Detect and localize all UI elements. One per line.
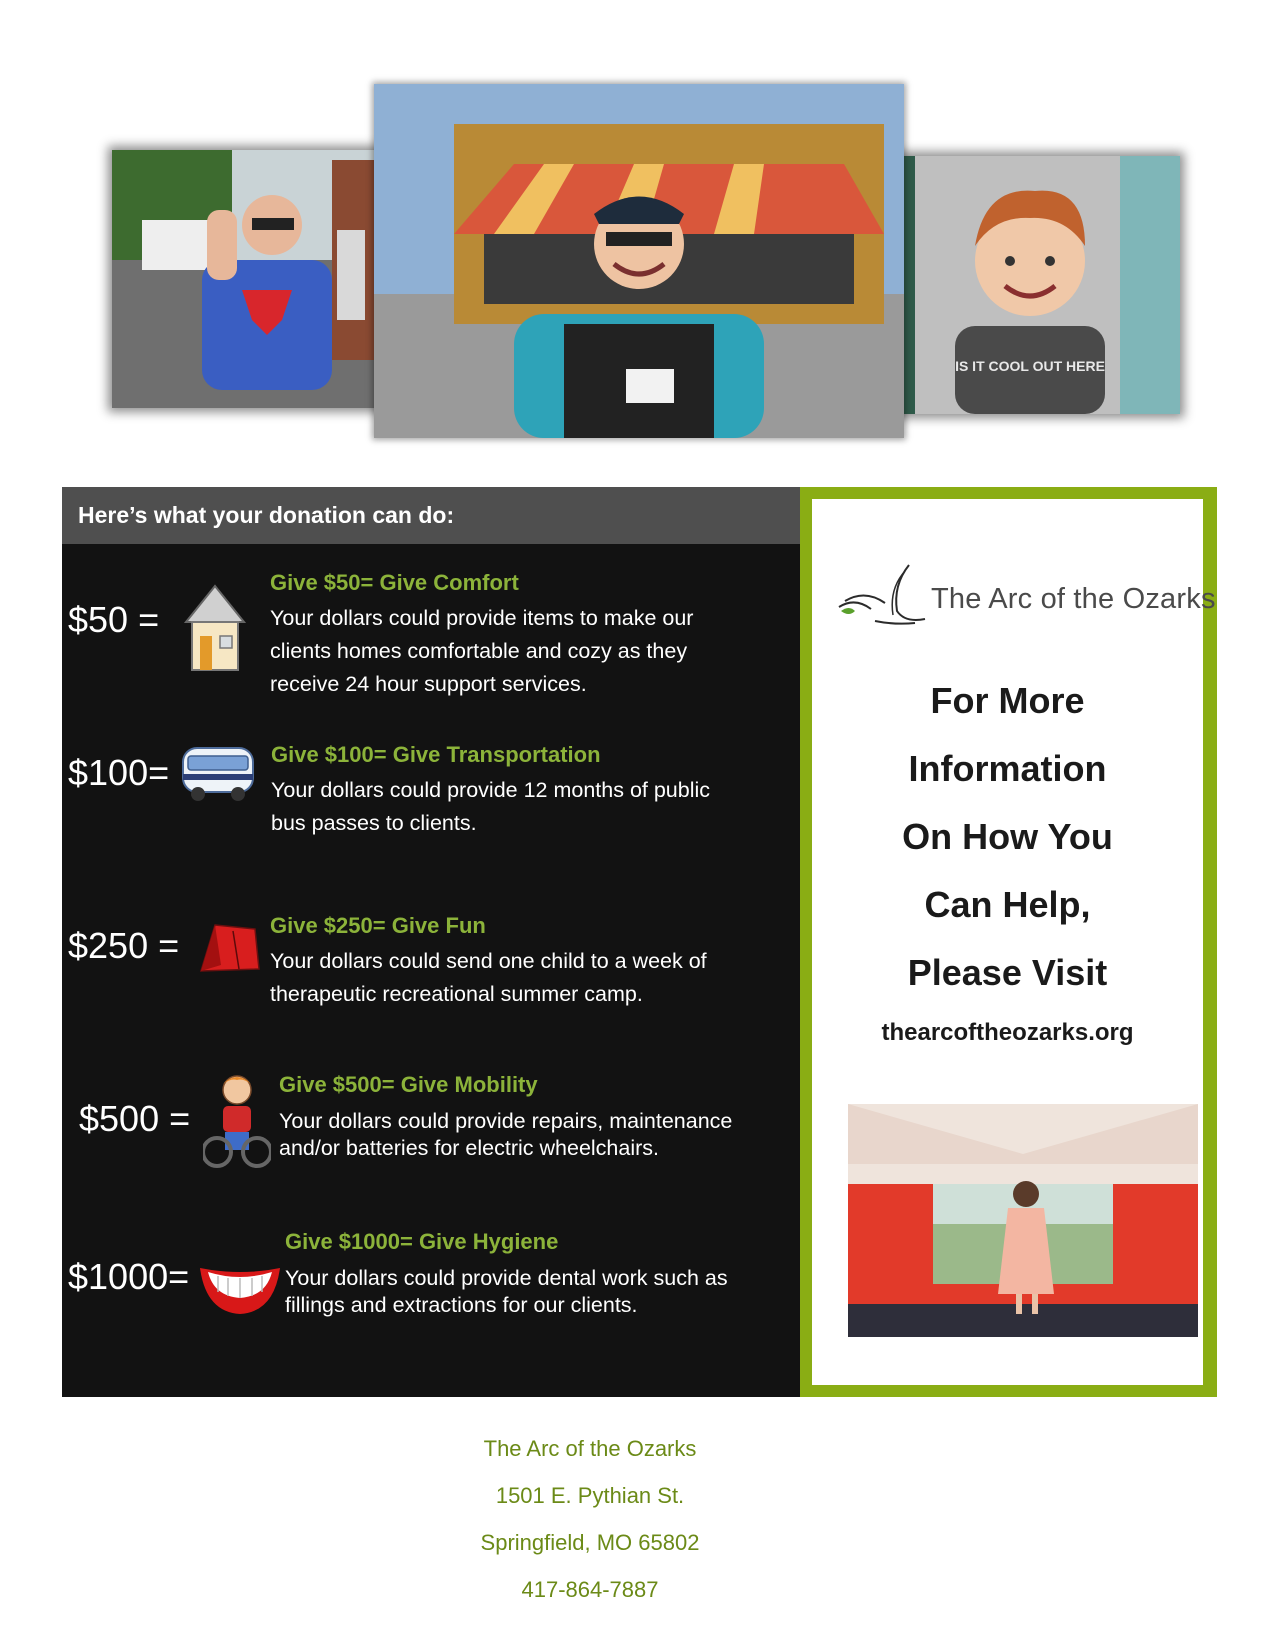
donation-description	[285, 1265, 728, 1319]
footer-street: 1501 E. Pythian St.	[495, 1483, 685, 1508]
footer-city: Springfield, MO 65802	[480, 1530, 700, 1555]
wheelchair-icon	[203, 1072, 271, 1172]
description-line: therapeutic recreational summer camp.	[270, 982, 643, 1006]
panel-header: Here’s what your donation can do:	[62, 487, 800, 544]
donation-amount: $250 =	[68, 925, 180, 966]
info-message	[812, 667, 1203, 1007]
bus-icon	[180, 742, 256, 804]
info-line: Can Help,	[924, 884, 1091, 925]
info-line: Please Visit	[907, 952, 1108, 993]
description-line: Your dollars could send one child to a week of	[270, 949, 707, 973]
shirt-text: IS IT COOL OUT HERE	[955, 358, 1105, 374]
donation-title: Give $500= Give Mobility	[279, 1072, 538, 1097]
smile-icon	[198, 1262, 282, 1316]
donation-description	[279, 1108, 732, 1162]
footer-phone: 417-864-7887	[521, 1577, 659, 1602]
description-line: bus passes to clients.	[271, 811, 477, 835]
website-link[interactable]: thearcoftheozarks.org	[881, 1019, 1134, 1046]
logo-text: The Arc of the Ozarks	[931, 583, 1216, 615]
photo-restaurant-worker	[374, 84, 904, 438]
description-line: receive 24 hour support services.	[270, 672, 587, 696]
footer-address	[390, 1425, 790, 1613]
house-icon	[184, 582, 246, 674]
donation-description	[270, 602, 693, 701]
description-line: Your dollars could provide dental work such as	[285, 1266, 728, 1290]
description-line: Your dollars could provide items to make our	[270, 606, 694, 630]
info-line: For More	[930, 680, 1085, 721]
description-line: clients homes comfortable and cozy as they	[270, 639, 688, 663]
donation-title: Give $1000= Give Hygiene	[285, 1229, 559, 1254]
donation-panel	[62, 487, 800, 1397]
info-line: On How You	[902, 816, 1113, 857]
arc-logo	[835, 559, 1216, 639]
info-box-inner	[812, 499, 1216, 1385]
donation-title: Give $100= Give Transportation	[271, 742, 601, 767]
donation-amount: $100=	[68, 752, 170, 793]
info-box	[800, 487, 1217, 1397]
donation-title: Give $250= Give Fun	[270, 913, 486, 938]
dove-logo-icon	[835, 559, 931, 635]
description-line: Your dollars could provide repairs, maintenance	[279, 1109, 733, 1133]
photo-bounce-house	[848, 1104, 1198, 1337]
donation-description	[270, 945, 707, 1011]
info-line: Information	[908, 748, 1107, 789]
description-line: and/or batteries for electric wheelchairs.	[279, 1136, 660, 1160]
donation-title: Give $50= Give Comfort	[270, 570, 519, 595]
description-line: Your dollars could provide 12 months of public	[271, 778, 711, 802]
tent-icon	[195, 919, 261, 975]
donation-amount: $50 =	[68, 599, 160, 640]
footer-org-name: The Arc of the Ozarks	[483, 1436, 697, 1461]
donation-amount: $1000=	[68, 1256, 190, 1297]
description-line: fillings and extractions for our clients.	[285, 1293, 638, 1317]
donation-description	[271, 774, 710, 840]
donation-amount: $500 =	[79, 1098, 191, 1139]
